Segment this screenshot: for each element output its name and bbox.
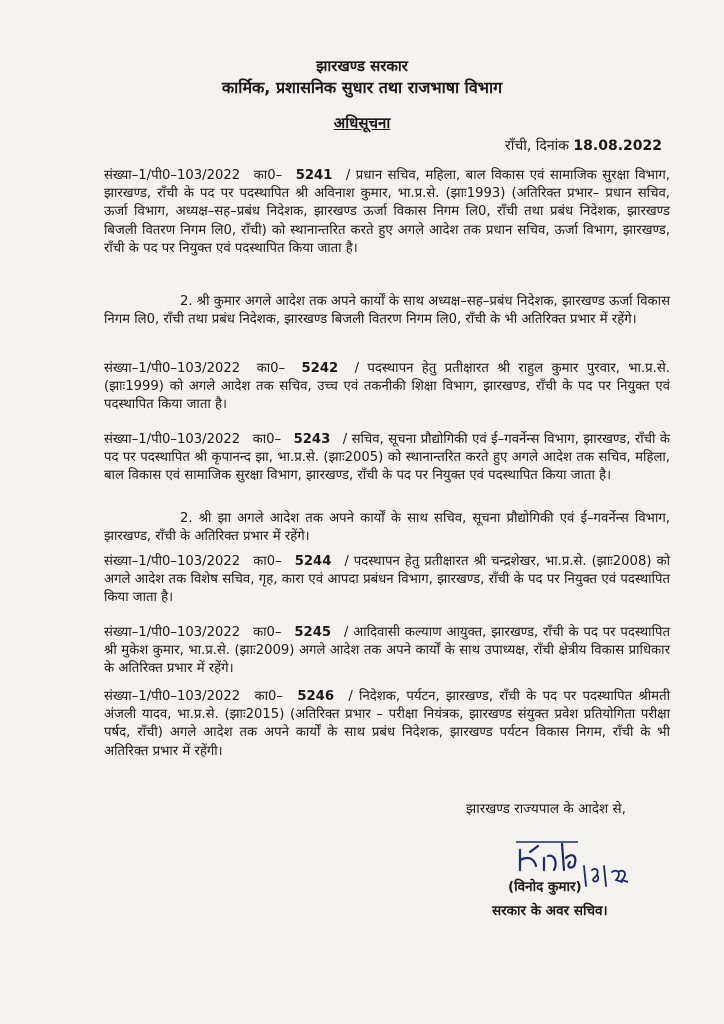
- order-ka: का0–: [254, 689, 284, 704]
- order-text: / प्रधान सचिव, महिला, बाल विकास एवं सामाजिक सुरक्षा विभाग, झारखण्ड, राँची के पद पर पदस्थापित श्री अविनाश कुमार, भा.प्र.से. (झाः1993) (अतिरिक्त प्रभार– प्रधान सचिव, ऊर्जा विभाग, अध्यक्ष–सह–प्रबंध निदेशक, झारखण्ड ऊर्जा विकास निगम लि0, राँची तथा प्रबंध निदेशक, झारखण्ड बिजली वितरण निगम लि0, राँची) को स्थानान्तरित करते हुए अगले आदेश तक प्रधान सचिव, ऊर्जा विभाग, झारखण्ड, राँची के पद पर नियुक्त एवं पदस्थापित किया जाता है।: [104, 168, 670, 256]
- order-5244: [104, 553, 670, 608]
- order-ka: का0–: [253, 554, 282, 569]
- order-number: 5245: [294, 625, 332, 640]
- department-name: कार्मिक, प्रशासनिक सुधार तथा राजभाषा विभाग: [221, 78, 503, 97]
- order-5246: [104, 688, 670, 761]
- notification-title: अधिसूचना: [333, 114, 391, 132]
- order-number: 5243: [293, 432, 331, 447]
- order-ka: का0–: [256, 361, 286, 376]
- order-text: / सचिव, सूचना प्रौद्योगिकी एवं ई–गवर्नेन्स विभाग, झारखण्ड, राँची के पद पर पदस्थापित श्री कृपानन्द झा, भा.प्र.से. (झाः2005) को स्थानान्तरित करते हुए अगले आदेश तक सचिव, महिला, बाल विकास एवं सामाजिक सुरक्षा विभाग, झारखण्ड, राँची के पद पर नियुक्त एवं पदस्थापित किया जाता है।: [104, 432, 670, 484]
- order-5241-clause-2: 2. श्री कुमार अगले आदेश तक अपने कार्यों के साथ अध्यक्ष–सह–प्रबंध निदेशक, झारखण्ड ऊर्जा विकास निगम लि0, राँची तथा प्रबंध निदेशक, झारखण्ड बिजली वितरण निगम लि0, राँची के भी अतिरिक्त प्रभार में रहेंगे।: [104, 294, 670, 328]
- order-ref: संख्या–1/पी0–103/2022: [104, 432, 241, 447]
- order-ref: संख्या–1/पी0–103/2022: [104, 361, 241, 376]
- order-5243: [104, 431, 670, 486]
- order-ka: का0–: [253, 625, 282, 640]
- order-ref: संख्या–1/पी0–103/2022: [104, 168, 241, 183]
- order-text: / पदस्थापन हेतु प्रतीक्षारत श्री राहुल कुमार पुरवार, भा.प्र.से. (झाः1999) को अगले आदेश तक सचिव, उच्च एवं तकनीकी शिक्षा विभाग, झारखण्ड, राँची के पद पर नियुक्त एवं पदस्थापित किया जाता है।: [104, 361, 670, 413]
- date-value: 18.08.2022: [573, 138, 662, 154]
- order-5243-clause-2: 2. श्री झा अगले आदेश तक अपने कार्यों के साथ सचिव, सूचना प्रौद्योगिकी एवं ई–गवर्नेन्स विभाग, झारखण्ड, राँची के अतिरिक्त प्रभार में रहेंगे।: [104, 511, 670, 545]
- order-text: / निदेशक, पर्यटन, झारखण्ड, राँची के पद पर पदस्थापित श्रीमती अंजली यादव, भा.प्र.से. (झाः2015) (अतिरिक्त प्रभार – परीक्षा नियंत्रक, झारखण्ड संयुक्त प्रवेश प्रतियोगिता परीक्षा पर्षद, राँची) अगले आदेश तक अपने कार्यों के साथ प्रबंध निदेशक, झारखण्ड पर्यटन विकास निगम, राँची के भी अतिरिक्त प्रभार में रहेंगी।: [104, 689, 671, 759]
- order-number: 5241: [295, 168, 333, 183]
- signatory-name: (विनोद कुमार): [508, 879, 582, 895]
- issue-date: [505, 136, 662, 155]
- order-text: / आदिवासी कल्याण आयुक्त, झारखण्ड, राँची के पद पर पदस्थापित श्री मुकेश कुमार, भा.प्र.से. (झाः2009) अगले आदेश तक अपने कार्यों के साथ उपाध्यक्ष, राँची क्षेत्रीय विकास प्राधिकार के अतिरिक्त प्रभार में रहेंगे।: [104, 625, 670, 677]
- government-name: झारखण्ड सरकार: [316, 57, 408, 75]
- order-number: 5244: [294, 554, 332, 569]
- order-5241: [104, 167, 670, 258]
- order-ka: का0–: [253, 168, 283, 183]
- order-5245: [104, 624, 670, 679]
- order-text: / पदस्थापन हेतु प्रतीक्षारत श्री चन्द्रशेखर, भा.प्र.से. (झाः2008) को अगले आदेश तक विशेष सचिव, गृह, कारा एवं आपदा प्रबंधन विभाग, झारखण्ड, राँची के पद पर नियुक्त एवं पदस्थापित किया जाता है।: [104, 554, 670, 606]
- date-prefix: राँची, दिनांक: [504, 138, 569, 154]
- governor-order-line: झारखण्ड राज्यपाल के आदेश से,: [466, 801, 626, 817]
- signatory-designation: सरकार के अवर सचिव।: [492, 903, 608, 919]
- order-ref: संख्या–1/पी0–103/2022: [104, 625, 241, 640]
- order-5242: [104, 360, 670, 415]
- order-ka: का0–: [252, 432, 282, 447]
- order-number: 5246: [297, 689, 335, 704]
- order-number: 5242: [301, 361, 339, 376]
- order-ref: संख्या–1/पी0–103/2022: [104, 689, 241, 704]
- order-ref: संख्या–1/पी0–103/2022: [104, 554, 241, 569]
